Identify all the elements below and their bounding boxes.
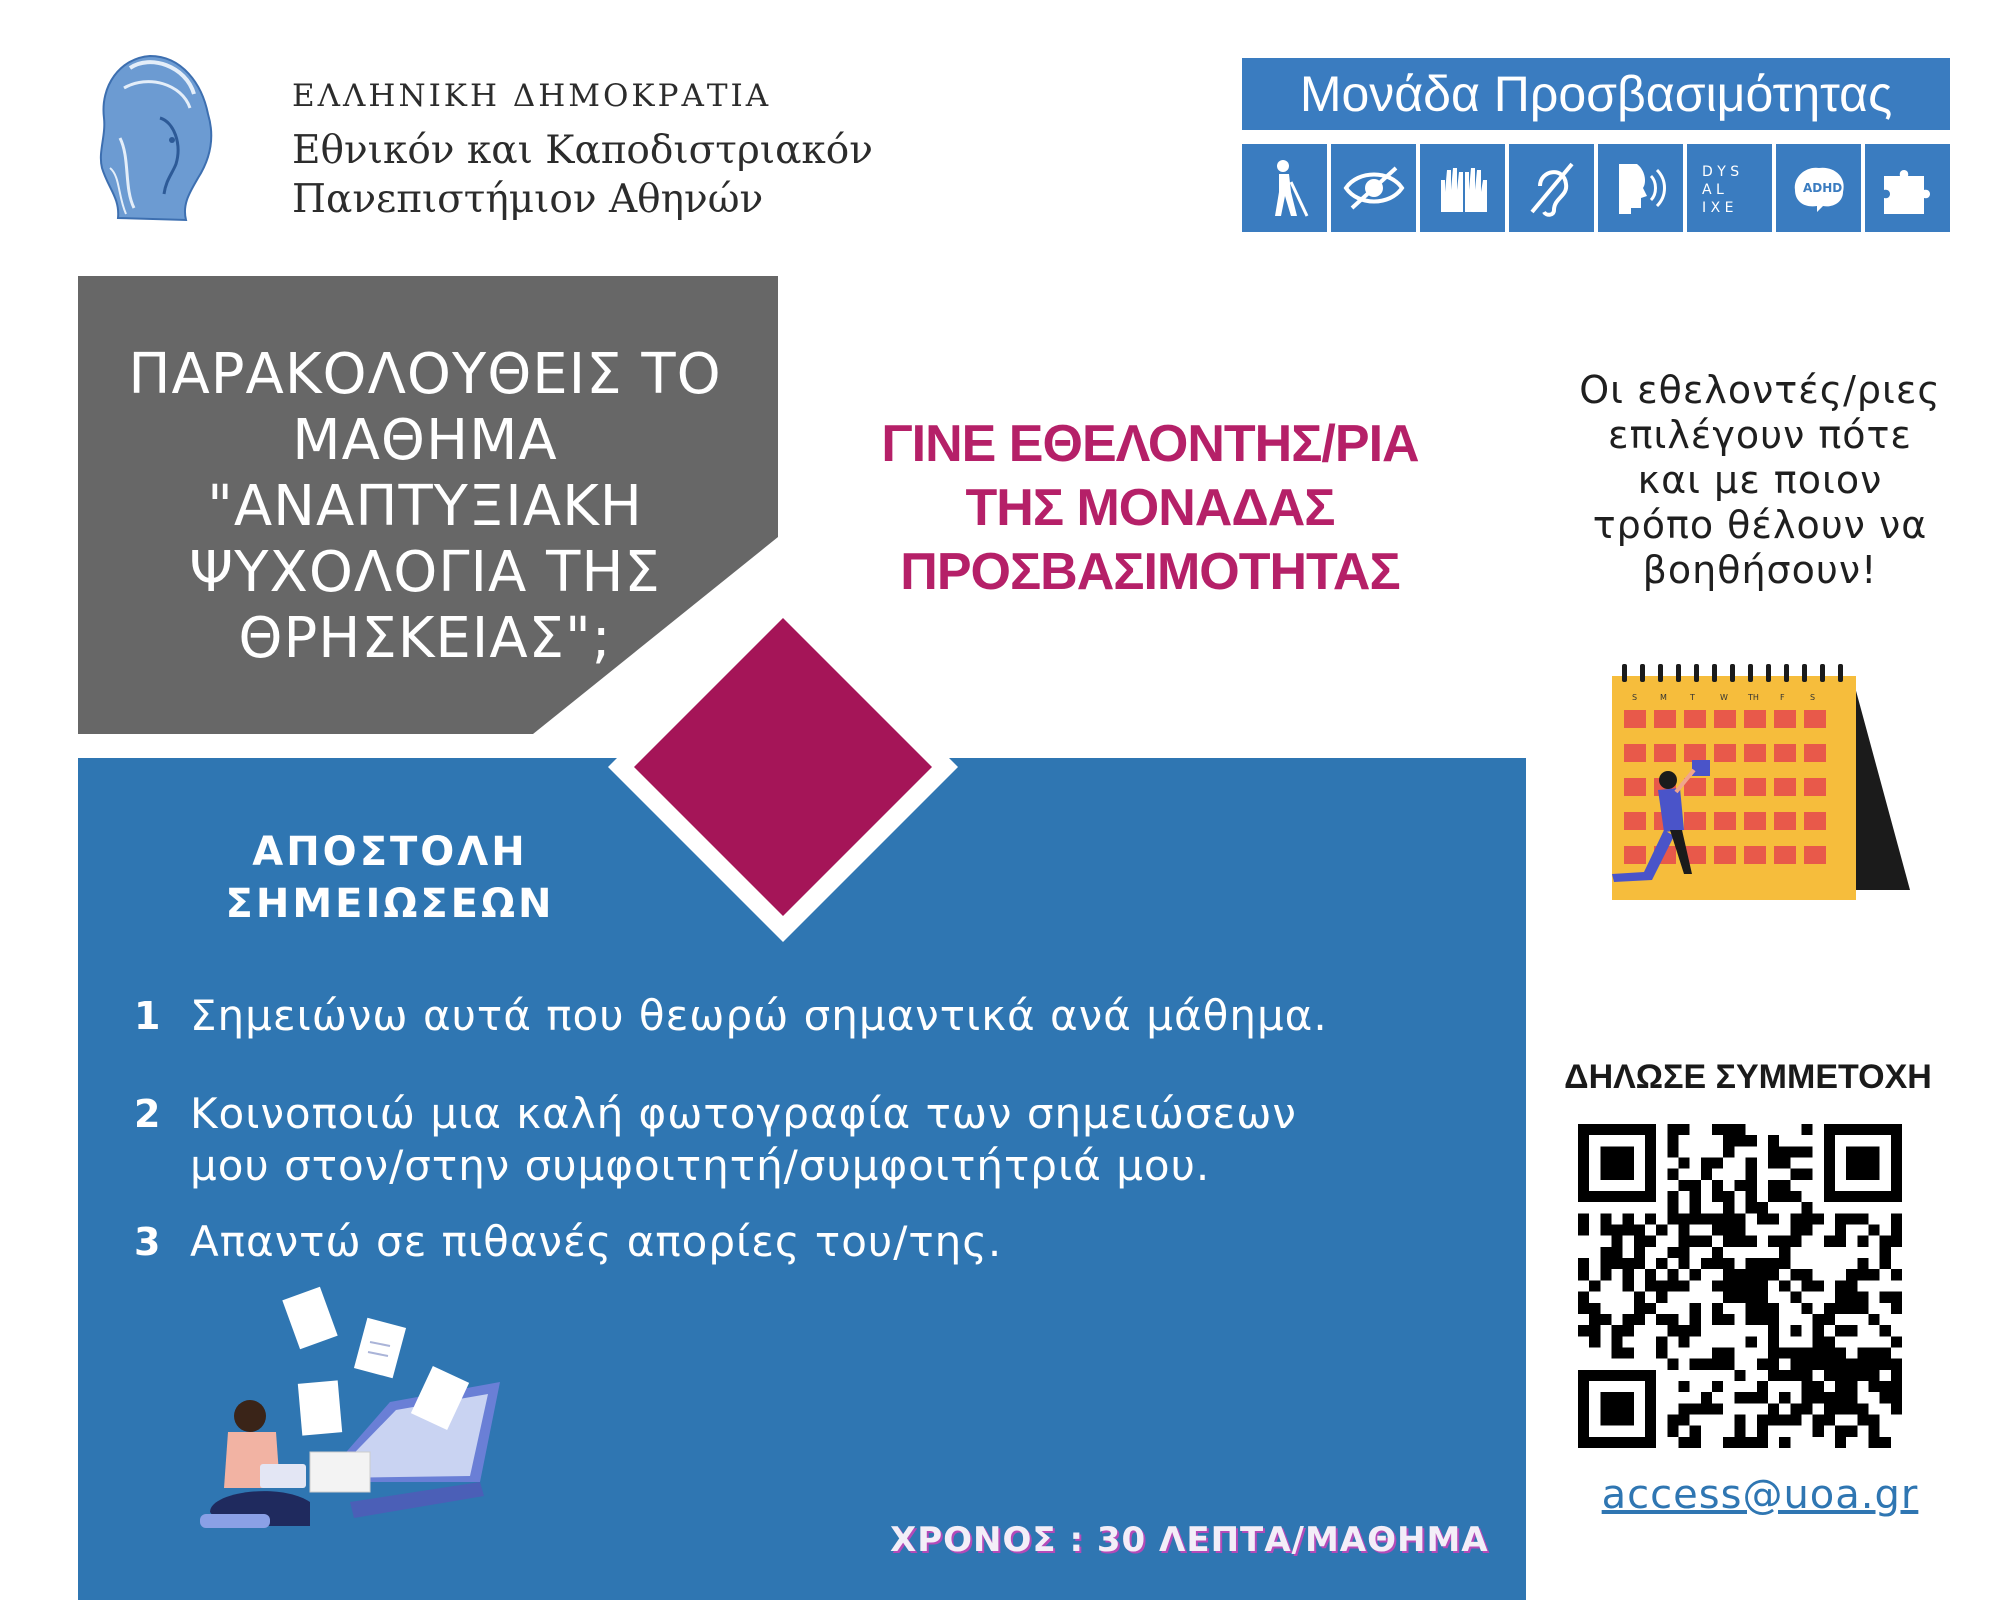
calendar-cell [1744, 846, 1766, 864]
calendar-cell [1744, 710, 1766, 728]
step-number: 3 [134, 1220, 161, 1264]
calendar-cell [1714, 812, 1736, 830]
question-line: ΘΡΗΣΚΕΙΑΣ"; [238, 606, 612, 671]
university-name [292, 78, 873, 222]
calendar-cell [1624, 846, 1646, 864]
university-name-line2: Πανεπιστήμιον Αθηνών [292, 177, 764, 222]
calendar-cell [1684, 812, 1706, 830]
question-line: ΨΥΧΟΛΟΓΙΑ ΤΗΣ [189, 540, 661, 605]
note-line: και με ποιον [1637, 458, 1883, 502]
calendar-day-label: TH [1748, 693, 1759, 702]
section-title-line: ΑΠΟΣΤΟΛΗ [252, 829, 528, 875]
calendar-cell [1744, 778, 1766, 796]
calendar-cell [1804, 710, 1826, 728]
calendar-illustration [1560, 660, 1920, 930]
note-line: επιλέγουν πότε [1608, 413, 1912, 457]
note-line: βοηθήσουν! [1642, 548, 1878, 592]
step-text-line: μου στον/στην συμφοιτητή/συμφοιτήτριά μου. [190, 1141, 1211, 1190]
note-line: τρόπο θέλουν να [1592, 503, 1928, 547]
step-item [134, 990, 1328, 1042]
speech-icon [1598, 144, 1683, 232]
calendar-cell [1654, 710, 1676, 728]
calendar-cell [1744, 744, 1766, 762]
calendar-day-label: W [1720, 693, 1728, 702]
svg-text:I X E: I X E [1701, 200, 1733, 216]
question-line: ΜΑΘΗΜΑ [292, 408, 558, 473]
qr-code[interactable] [1578, 1124, 1902, 1448]
country-name: ΕΛΛΗΝΙΚΗ ΔΗΜΟΚΡΑΤΙΑ [292, 78, 772, 114]
accessibility-unit-title: Μονάδα Προσβασιμότητας [1242, 58, 1950, 130]
cta-line: ΓΙΝΕ ΕΘΕΛΟΝΤΗΣ/ΡΙΑ [881, 415, 1419, 473]
hearing-icon [1509, 144, 1594, 232]
cta-line: ΠΡΟΣΒΑΣΙΜΟΤΗΤΑΣ [900, 543, 1400, 601]
calendar-day-label: F [1780, 693, 1785, 702]
calendar-day-label: T [1690, 693, 1695, 702]
calendar-cell [1774, 812, 1796, 830]
question-line: "ΑΝΑΠΤΥΞΙΑΚΗ [207, 474, 643, 539]
calendar-cell [1774, 710, 1796, 728]
note-line: Οι εθελοντές/ριες [1579, 368, 1941, 412]
step-text [190, 990, 1328, 1042]
adhd-icon [1776, 144, 1861, 232]
step-item [134, 1088, 1297, 1192]
step-text-line: Κοινοποιώ μια καλή φωτογραφία των σημειώσεων [190, 1089, 1297, 1138]
vision-icon [1331, 144, 1416, 232]
calendar-day-label: S [1632, 693, 1638, 702]
volunteer-heading [850, 412, 1450, 604]
calendar-cell [1714, 846, 1736, 864]
step-number: 2 [134, 1092, 161, 1136]
autism-puzzle-icon [1865, 144, 1950, 232]
step-text [190, 1088, 1297, 1192]
calendar-cell [1804, 846, 1826, 864]
volunteer-note [1540, 368, 1980, 593]
dyslexia-icon [1687, 144, 1772, 232]
calendar-day-label: S [1810, 693, 1816, 702]
cta-line: ΤΗΣ ΜΟΝΑΔΑΣ [965, 479, 1335, 537]
step-text-line: Απαντώ σε πιθανές απορίες του/της. [190, 1217, 1003, 1266]
calendar-day-label: M [1660, 693, 1667, 702]
signup-label: ΔΗΛΩΣΕ ΣΥΜΜΕΤΟΧΗ [1564, 1058, 1932, 1096]
student-notes-illustration [200, 1282, 520, 1562]
disability-icons-bar [1242, 144, 1950, 232]
question-line: ΠΑΡΑΚΟΛΟΥΘΕΙΣ ΤΟ [128, 342, 722, 407]
section-title-line: ΣΗΜΕΙΩΣΕΩΝ [225, 881, 555, 927]
calendar-cell [1744, 812, 1766, 830]
sign-language-icon [1420, 144, 1505, 232]
course-question [100, 342, 750, 672]
calendar-cell [1804, 744, 1826, 762]
duration-text: ΧΡΟΝΟΣ : 30 ΛΕΠΤΑ/ΜΑΘΗΜΑ [890, 1520, 1489, 1560]
svg-text:D Y S: D Y S [1701, 164, 1739, 180]
calendar-cell [1624, 778, 1646, 796]
svg-text:A L: A L [1701, 182, 1724, 198]
svg-text:ADHD: ADHD [1802, 181, 1842, 195]
calendar-cell [1714, 744, 1736, 762]
calendar-cell [1774, 744, 1796, 762]
calendar-cell [1654, 744, 1676, 762]
calendar-cell [1624, 812, 1646, 830]
calendar-cell [1714, 778, 1736, 796]
section-title [160, 826, 620, 930]
calendar-cell [1804, 778, 1826, 796]
university-logo [90, 48, 220, 230]
calendar-cell [1624, 710, 1646, 728]
calendar-cell [1774, 778, 1796, 796]
email-link[interactable]: access@uoa.gr [1601, 1472, 1919, 1518]
university-name-line1: Εθνικόν και Καποδιστριακόν [292, 128, 873, 173]
calendar-cell [1624, 744, 1646, 762]
calendar-cell [1714, 710, 1736, 728]
athena-head-icon [90, 48, 220, 230]
calendar-cell [1804, 812, 1826, 830]
calendar-cell [1774, 846, 1796, 864]
step-item [134, 1216, 1002, 1268]
calendar-cell [1684, 744, 1706, 762]
step-number: 1 [134, 994, 161, 1038]
step-text-line: Σημειώνω αυτά που θεωρώ σημαντικά ανά μάθημα. [190, 991, 1328, 1040]
mobility-icon [1242, 144, 1327, 232]
calendar-cell [1684, 710, 1706, 728]
step-text [190, 1216, 1002, 1268]
